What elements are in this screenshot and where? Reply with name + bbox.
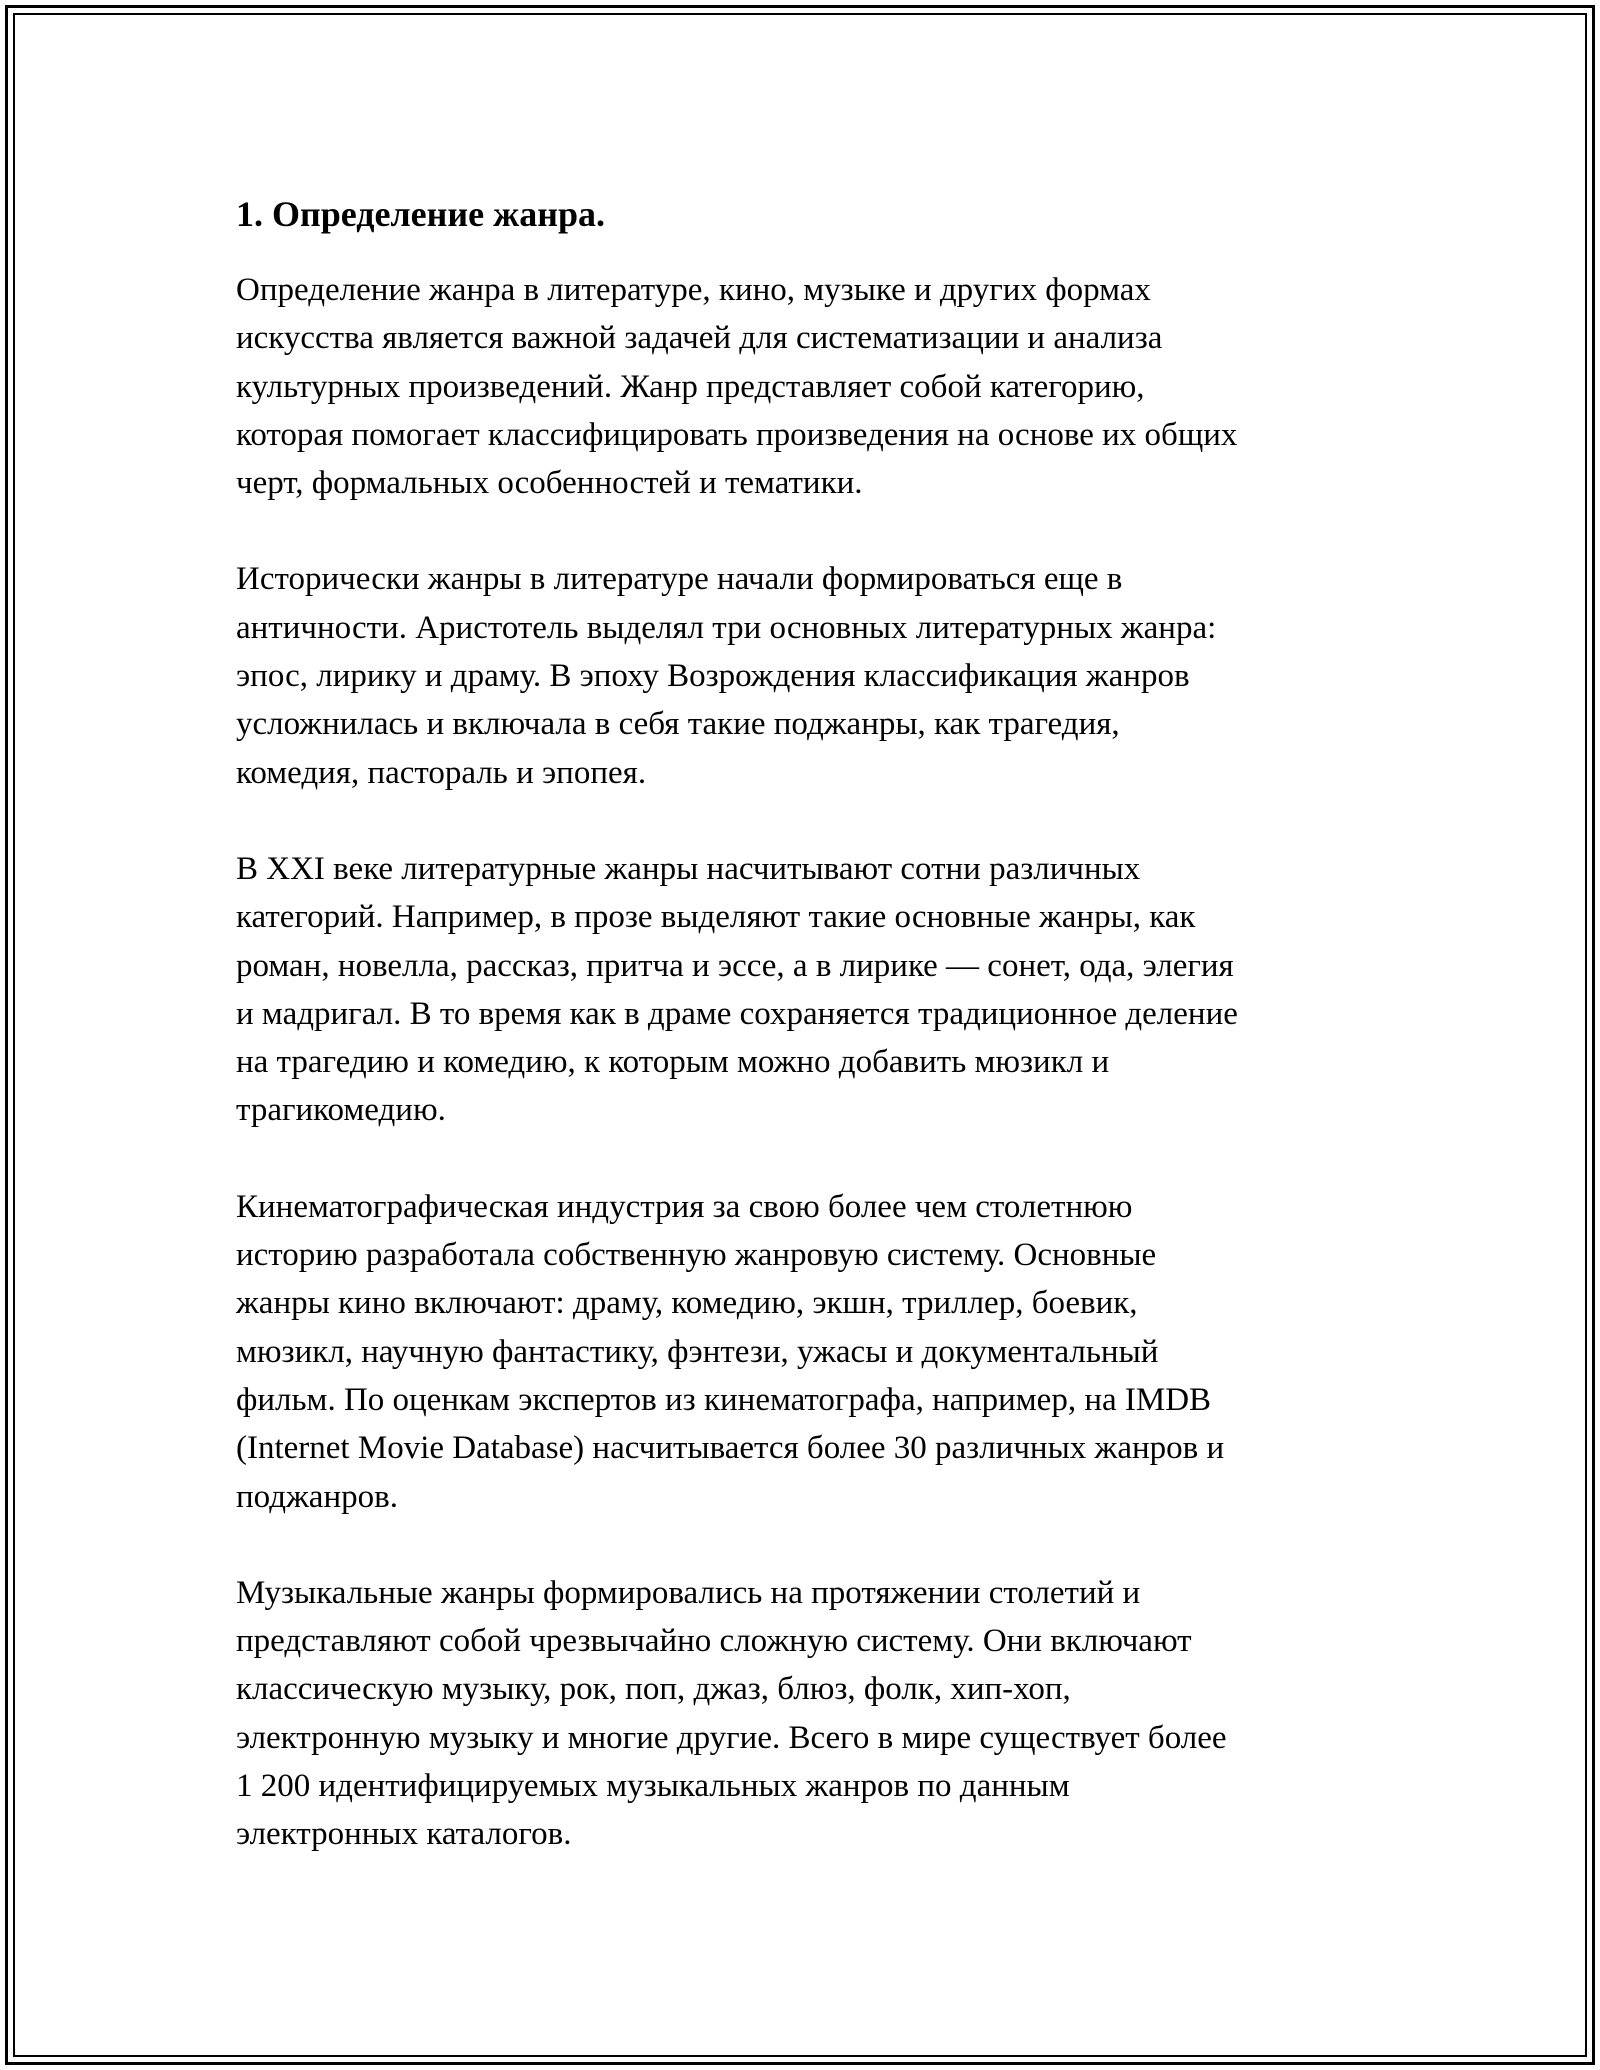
text-line: Исторически жанры в литературе начали формироваться еще в: [236, 561, 1123, 598]
text-line: Музыкальные жанры формировались на протяжении столетий и: [236, 1574, 1141, 1611]
text-line: фильм. По оценкам экспертов из кинематографа, например, на IMDB: [236, 1381, 1212, 1418]
text-line: (Internet Movie Database) насчитывается более 30 различных жанров и: [236, 1430, 1225, 1467]
text-line: электронных каталогов.: [236, 1816, 572, 1853]
text-line: которая помогает классифицировать произведения на основе их общих: [236, 416, 1238, 453]
text-line: историю разработала собственную жанровую систему. Основные: [236, 1237, 1157, 1274]
text-line: черт, формальных особенностей и тематики.: [236, 465, 863, 502]
text-line: на трагедию и комедию, к которым можно добавить мюзикл и: [236, 1044, 1110, 1081]
text-line: Кинематографическая индустрия за свою более чем столетнюю: [236, 1188, 1133, 1225]
text-line: Определение жанра в литературе, кино, музыке и других формах: [236, 272, 1151, 308]
text-line: искусства является важной задачей для систематизации и анализа: [236, 320, 1163, 357]
text-line: и мадригал. В то время как в драме сохраняется традиционное деление: [236, 995, 1238, 1032]
text-line: В XXI веке литературные жанры насчитывают сотни различных: [236, 850, 1141, 887]
paragraph-film-genres: [236, 1183, 1366, 1521]
text-line: жанры кино включают: драму, комедию, экшн, триллер, боевик,: [236, 1285, 1138, 1322]
paragraph-literary-history: [236, 555, 1366, 796]
text-line: эпос, лирику и драму. В эпоху Возрождения классификация жанров: [236, 658, 1190, 695]
document-body: [236, 190, 1366, 1907]
text-line: культурных произведений. Жанр представляет собой категорию,: [236, 368, 1145, 405]
text-line: трагикомедию.: [236, 1092, 446, 1129]
text-line: усложнилась и включала в себя такие поджанры, как трагедия,: [236, 706, 1120, 743]
text-line: 1 200 идентифицируемых музыкальных жанров по данным: [236, 1768, 1070, 1805]
text-line: роман, новелла, рассказ, притча и эссе, а в лирике — сонет, ода, элегия: [236, 947, 1234, 984]
paragraph-music-genres: [236, 1569, 1366, 1859]
text-line: поджанров.: [236, 1478, 398, 1515]
text-line: электронную музыку и многие другие. Всего в мире существует более: [236, 1719, 1227, 1756]
text-line: мюзикл, научную фантастику, фэнтези, ужасы и документальный: [236, 1333, 1159, 1370]
section-heading: 1. Определение жанра.: [236, 194, 605, 234]
text-line: комедия, пастораль и эпопея.: [236, 754, 647, 791]
text-line: классическую музыку, рок, поп, джаз, блюз, фолк, хип-хоп,: [236, 1671, 1071, 1708]
text-line: античности. Аристотель выделял три основных литературных жанра:: [236, 609, 1217, 646]
text-line: представляют собой чрезвычайно сложную систему. Они включают: [236, 1623, 1192, 1660]
text-line: категорий. Например, в прозе выделяют такие основные жанры, как: [236, 899, 1196, 936]
paragraph-modern-literary-genres: [236, 845, 1366, 1135]
paragraph-genre-definition: [236, 266, 1366, 507]
